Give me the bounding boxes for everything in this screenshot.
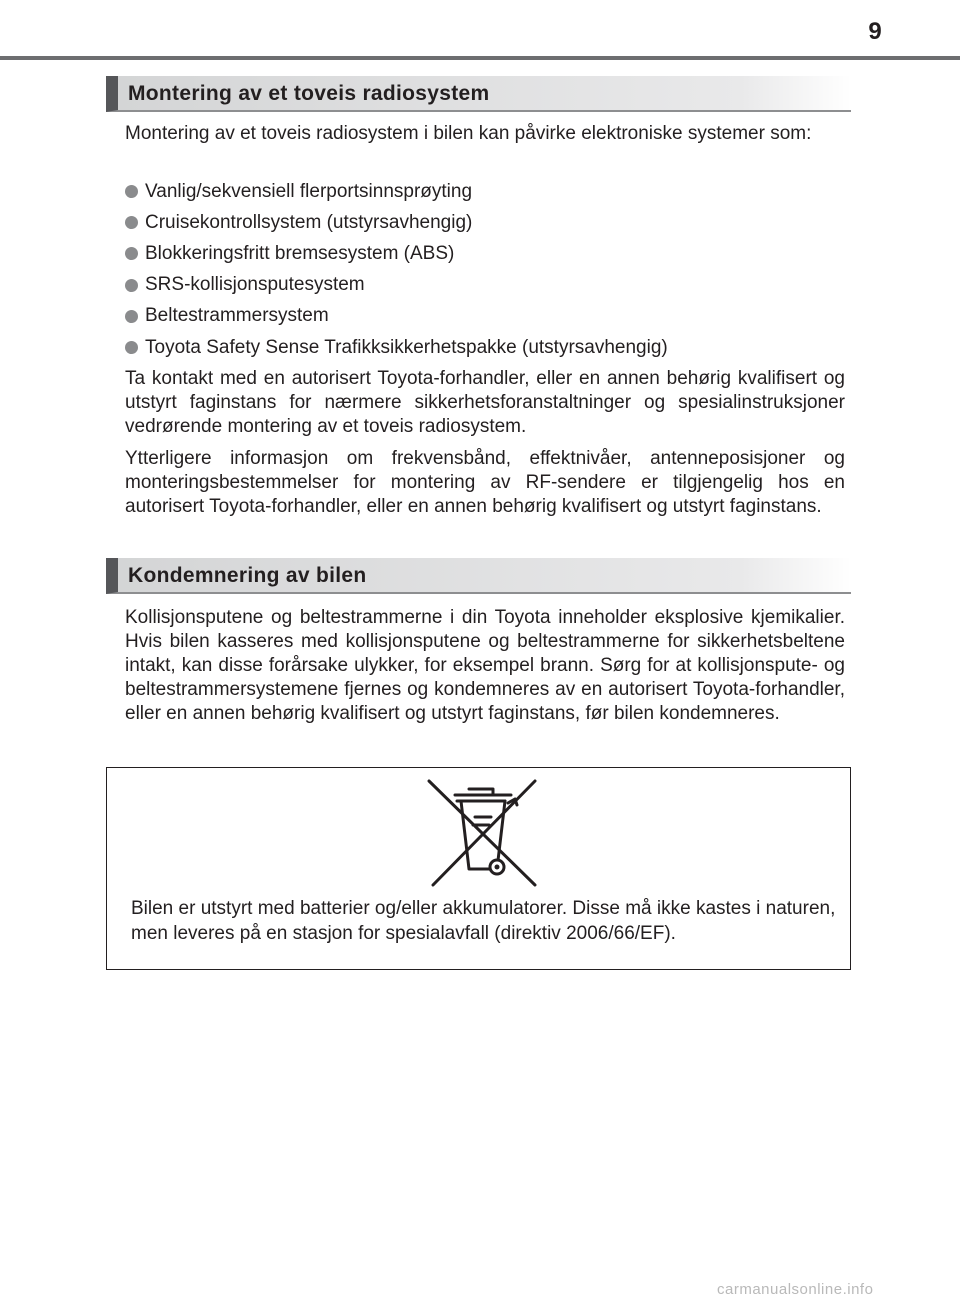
- page-number: 9: [868, 18, 882, 45]
- scrapping-paragraph: Kollisjonsputene og beltestrammerne i din Toyota inneholder eksplosive kjemikalier. Hvis bilen kasseres med kollisjonsputene og beltestrammerne for sikkerhetsbeltene intakt, kan disse forårsake ulykker, for eksempel brann. Sørg for at kollisjonspute- og beltestrammersystemene fjernes og kondemneres av en autorisert Toyota-forhandler, eller en annen behørig kvalifisert og utstyrt faginstans, før bilen kondemneres.: [125, 607, 845, 724]
- dealer-contact-paragraph: Ta kontakt med en autorisert Toyota-forhandler, eller en annen behørig kvalifisert og utstyrt faginstans for nærmere sikkerhetsforanstaltninger og spesialinstruksjoner vedrørende montering av et toveis radiosystem.: [125, 368, 845, 437]
- section-title-radio: Montering av et toveis radiosystem: [128, 82, 490, 105]
- bullet-dot-icon: [125, 247, 138, 260]
- bullet-dot-icon: [125, 216, 138, 229]
- battery-disposal-text: Bilen er utstyrt med batterier og/eller akkumulatorer. Disse må ikke kastes i naturen, men leveres på en stasjon for spesialavfall (direktiv 2006/66/EF).: [131, 898, 836, 944]
- list-item: Toyota Safety Sense Trafikksikkerhetspakke (utstyrsavhengig): [125, 332, 845, 363]
- section-title-scrapping: Kondemnering av bilen: [128, 564, 367, 587]
- top-rule: [0, 56, 960, 60]
- list-item: Beltestrammersystem: [125, 301, 845, 332]
- section-header-radio: [106, 76, 851, 112]
- rf-info-paragraph: Ytterligere informasjon om frekvensbånd, effektnivåer, antenneposisjoner og monteringsbestemmelser for montering av RF-sendere er tilgjengelig hos en autorisert Toyota-forhandler, eller en annen behørig kvalifisert og utstyrt faginstans.: [125, 448, 845, 517]
- affected-systems-list: [125, 176, 845, 363]
- bullet-dot-icon: [125, 279, 138, 292]
- list-item: Vanlig/sekvensiell flerportsinnsprøyting: [125, 176, 845, 207]
- list-item: SRS-kollisjonsputesystem: [125, 270, 845, 301]
- list-item: Blokkeringsfritt bremsesystem (ABS): [125, 238, 845, 269]
- radio-intro: Montering av et toveis radiosystem i bilen kan påvirke elektroniske systemer som:: [125, 123, 812, 144]
- watermark: carmanualsonline.info: [717, 1281, 874, 1298]
- section-header-scrapping: [106, 558, 851, 594]
- bullet-dot-icon: [125, 341, 138, 354]
- bullet-dot-icon: [125, 310, 138, 323]
- list-item: Cruisekontrollsystem (utstyrsavhengig): [125, 207, 845, 238]
- crossed-out-wheelie-bin-icon: [425, 773, 540, 888]
- battery-disposal-notice: [106, 767, 851, 970]
- bullet-dot-icon: [125, 185, 138, 198]
